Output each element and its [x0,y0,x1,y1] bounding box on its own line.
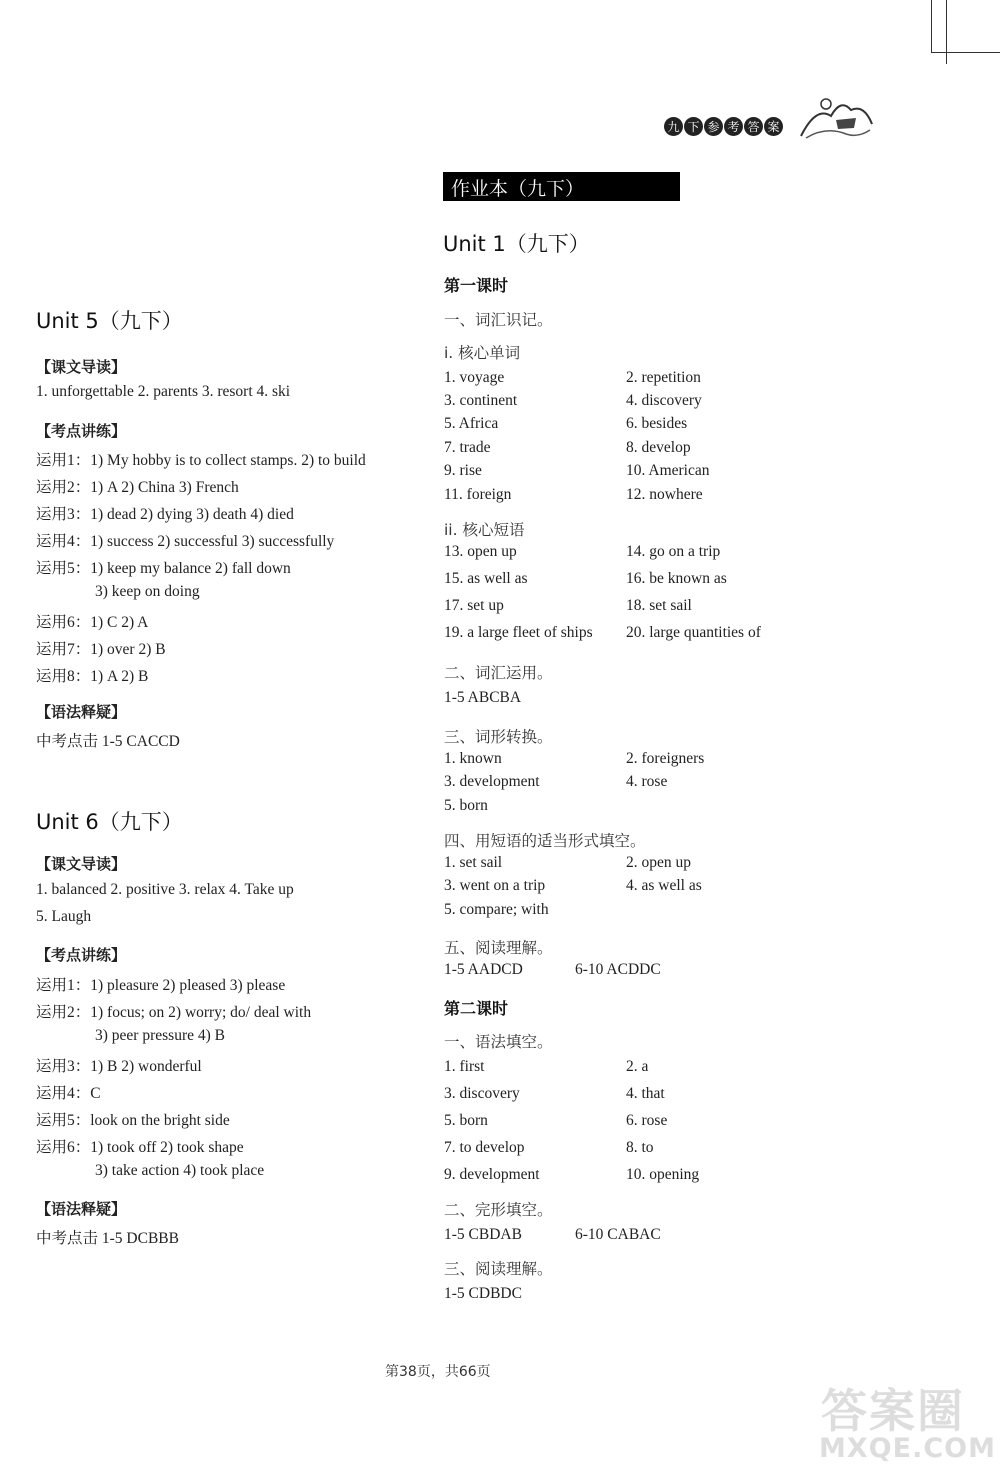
answer-line: 1. set sail [444,854,503,871]
answer-line: 3. discovery [444,1085,520,1102]
section-heading: 三、词形转换。 [444,728,553,746]
answer-line: 运用5：look on the bright side [36,1112,230,1129]
answer-line: 2. a [626,1058,649,1075]
badge-char: 下 [684,117,703,136]
answer-line: 运用6：1) C 2) A [36,614,149,631]
section-heading: 一、词汇识记。 [444,311,553,329]
answer-line: 5. compare; with [444,901,549,918]
watermark-en: MXQE.COM [819,1433,996,1464]
answer-line: 4. that [626,1085,665,1102]
answer-line: 运用7：1) over 2) B [36,641,166,658]
answer-line: 3. development [444,773,540,790]
answer-line: 1-5 CDBDC [444,1285,522,1302]
answer-line: 3) keep on doing [95,583,200,600]
answer-line: 13. open up [444,543,517,560]
section-heading: 【课文导读】 [36,855,127,873]
answer-line: 4. discovery [626,392,702,409]
section-heading: 二、词汇运用。 [444,664,553,682]
answer-line: 15. as well as [444,570,528,587]
answer-line: 10. opening [626,1166,700,1183]
answer-line: 运用1：1) My hobby is to collect stamps. 2) to build [36,452,366,469]
answer-line: 运用2：1) A 2) China 3) French [36,479,239,496]
crop-mark-vertical-2 [946,0,947,64]
badge-char: 答 [744,117,763,136]
answer-line: 2. repetition [626,369,701,386]
answer-line: 8. to [626,1139,654,1156]
unit5-title: Unit 5（九下） [36,309,183,333]
answer-line: 9. rise [444,462,482,479]
answer-line: 1. first [444,1058,485,1075]
answer-line: 9. development [444,1166,540,1183]
answer-line: 4. as well as [626,877,702,894]
mascot-logo-icon [796,96,876,142]
answer-line: 1-5 ABCBA [444,689,522,706]
answer-line: 运用6：1) took off 2) took shape [36,1139,244,1156]
answer-line: 中考点击 1-5 CACCD [36,733,180,750]
answer-line: 3) take action 4) took place [95,1162,265,1179]
answer-line: 4. rose [626,773,668,790]
answer-line: 运用3：1) B 2) wonderful [36,1058,202,1075]
answer-line: 16. be known as [626,570,727,587]
answer-line: 运用8：1) A 2) B [36,668,149,685]
section-bar [443,172,680,201]
badge-char: 九 [664,117,683,136]
section-heading: 【语法释疑】 [36,703,127,721]
section-heading: 第二课时 [444,999,509,1018]
section-heading: 【语法释疑】 [36,1200,127,1218]
page-info: 第38页，共66页 [385,1364,491,1380]
answer-line: 7. trade [444,439,491,456]
answer-line: 运用4：C [36,1085,101,1102]
badge-char: 参 [704,117,723,136]
answer-line: 3. went on a trip [444,877,546,894]
section-heading: 二、完形填空。 [444,1201,553,1219]
section-heading: 五、阅读理解。 [444,939,553,957]
section-heading: 一、语法填空。 [444,1033,553,1051]
section-heading: i. 核心单词 [444,344,521,362]
section-heading: 【考点讲练】 [36,946,127,964]
answer-line: 运用3：1) dead 2) dying 3) death 4) died [36,506,294,523]
answer-line: 5. born [444,797,488,814]
answer-line: 19. a large fleet of ships [444,624,593,641]
answer-line: 运用5：1) keep my balance 2) fall down [36,560,291,577]
answer-line: 3. continent [444,392,518,409]
section-heading: 三、阅读理解。 [444,1260,553,1278]
answer-line: 12. nowhere [626,486,703,503]
answer-line: 14. go on a trip [626,543,721,560]
answer-line: 1. unforgettable 2. parents 3. resort 4. ski [36,383,291,400]
answer-line: 1. voyage [444,369,505,386]
answer-line: 6. besides [626,415,688,432]
answer-line: 1-5 AADCD [444,961,523,978]
crop-mark-vertical [931,0,932,52]
badge-char: 考 [724,117,743,136]
answer-line: 5. born [444,1112,488,1129]
answer-line: 5. Laugh [36,908,92,925]
answer-line: 3) peer pressure 4) B [95,1027,225,1044]
section-heading: ii. 核心短语 [444,521,525,539]
answer-line: 6. rose [626,1112,668,1129]
crop-mark-horizontal [931,52,1000,53]
answer-line: 运用4：1) success 2) successful 3) successfully [36,533,335,550]
answer-line: 18. set sail [626,597,692,614]
unit6-title: Unit 6（九下） [36,810,183,834]
answer-line: 1-5 CBDAB [444,1226,522,1243]
answer-line: 17. set up [444,597,504,614]
watermark [815,1375,995,1471]
answer-line: 中考点击 1-5 DCBBB [36,1230,179,1247]
answer-line: 1. known [444,750,502,767]
section-heading: 四、用短语的适当形式填空。 [444,832,646,850]
section-bar-title: 作业本（九下） [451,178,585,200]
answer-line: 6-10 ACDDC [575,961,661,978]
answer-line: 11. foreign [444,486,512,503]
answer-line: 2. open up [626,854,692,871]
section-heading: 第一课时 [444,276,509,295]
answer-line: 运用1：1) pleasure 2) pleased 3) please [36,977,286,994]
header-badge [664,112,783,140]
answer-line: 20. large quantities of [626,624,761,641]
answer-line: 1. balanced 2. positive 3. relax 4. Take up [36,881,294,898]
answer-line: 7. to develop [444,1139,525,1156]
watermark-cn: 答案圈 [821,1384,965,1438]
section-heading: 【课文导读】 [36,358,127,376]
answer-line: 8. develop [626,439,691,456]
answer-line: 运用2：1) focus; on 2) worry; do/ deal with [36,1004,312,1021]
section-heading: 【考点讲练】 [36,422,127,440]
answer-line: 10. American [626,462,710,479]
answer-line: 2. foreigners [626,750,705,767]
answer-line: 5. Africa [444,415,499,432]
badge-char: 案 [764,117,783,136]
unit1-title: Unit 1（九下） [443,232,590,256]
answer-line: 6-10 CABAC [575,1226,661,1243]
